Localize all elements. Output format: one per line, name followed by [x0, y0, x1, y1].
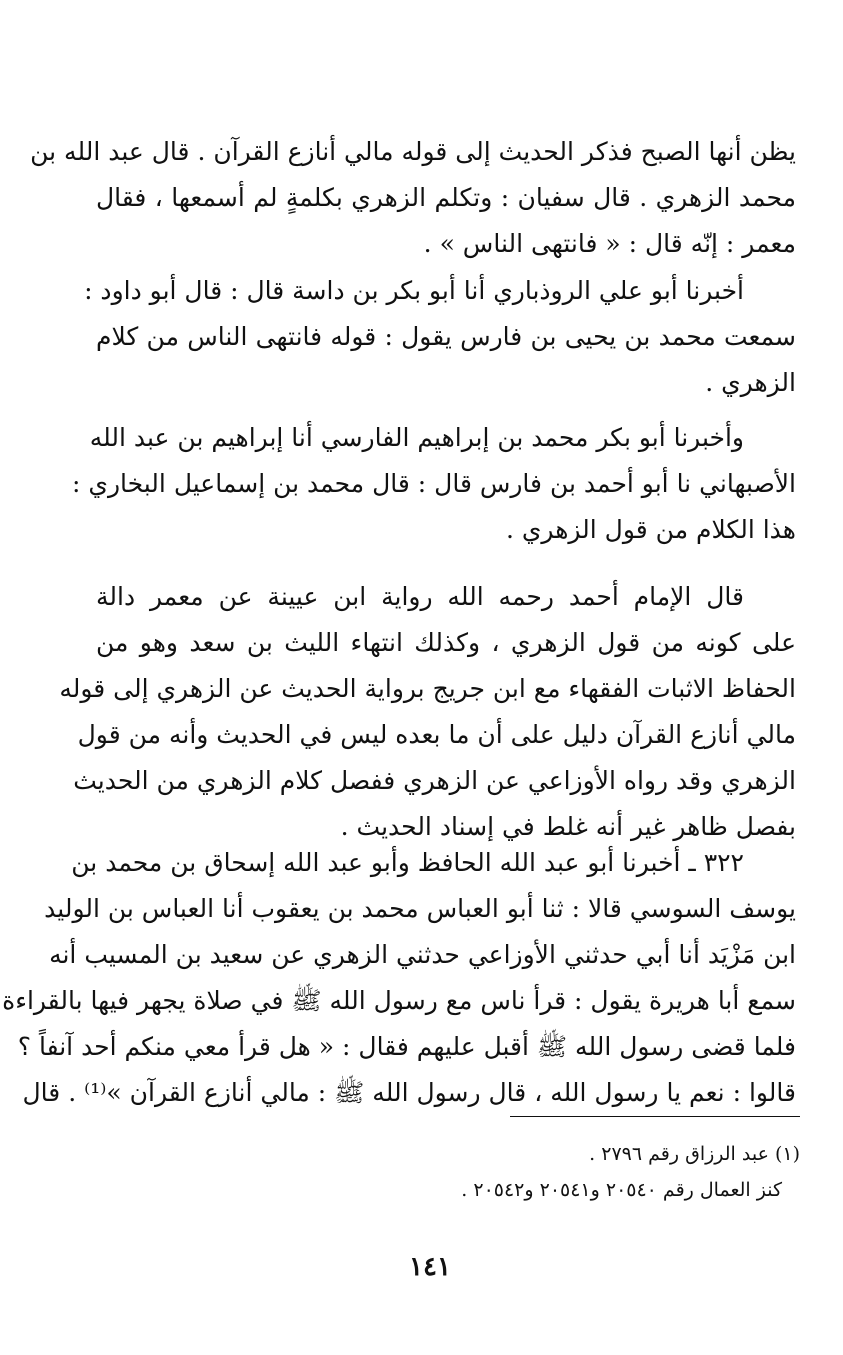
text-line: الزهري وقد رواه الأوزاعي عن الزهري ففصل كلام الزهري من الحديث [73, 766, 796, 795]
text-line: مالي أنازع القرآن دليل على أن ما بعده ليس في الحديث وأنه من قول [77, 720, 796, 749]
footnote-1: (١) عبد الرزاق رقم ٢٧٩٦ . [589, 1143, 800, 1165]
text-line: سمع أبا هريرة يقول : قرأ ناس مع رسول الله ﷺ في صلاة يجهر فيها بالقراءة [2, 986, 796, 1015]
text-line: قال الإمام أحمد رحمه الله رواية ابن عيينة عن معمر دالة [96, 582, 744, 611]
text-line: يوسف السوسي قالا : ثنا أبو العباس محمد بن يعقوب أنا العباس بن الوليد [44, 894, 796, 923]
text-line: سمعت محمد بن يحيى بن فارس يقول : قوله فانتهى الناس من كلام [96, 322, 796, 351]
text-line: قالوا : نعم يا رسول الله ، قال رسول الله ﷺ : مالي أنازع القرآن »⁽¹⁾ . قال [22, 1078, 796, 1107]
text-line: بفصل ظاهر غير أنه غلط في إسناد الحديث . [340, 812, 796, 841]
text-line: على كونه من قول الزهري ، وكذلك انتهاء الليث بن سعد وهو من [96, 628, 796, 657]
text-line: معمر : إنّه قال : « فانتهى الناس » . [423, 229, 796, 258]
text-line: الحفاظ الاثبات الفقهاء مع ابن جريج برواية الحديث عن الزهري إلى قوله [59, 674, 796, 703]
text-line: محمد الزهري . قال سفيان : وتكلم الزهري بكلمةٍ لم أسمعها ، فقال [96, 183, 796, 212]
text-line: وأخبرنا أبو بكر محمد بن إبراهيم الفارسي أنا إبراهيم بن عبد الله [89, 423, 744, 452]
text-line: هذا الكلام من قول الزهري . [505, 515, 796, 544]
paragraph-4 [59, 574, 796, 850]
text-line: الزهري . [705, 368, 796, 397]
paragraph-1 [30, 129, 796, 267]
text-line: أخبرنا أبو علي الروذباري أنا أبو بكر بن داسة قال : قال أبو داود : [84, 276, 744, 305]
paragraph-5 [2, 840, 796, 1116]
text-line: يظن أنها الصبح فذكر الحديث إلى قوله مالي أنازع القرآن . قال عبد الله بن [30, 137, 796, 166]
text-line: ابن مَزْيَد أنا أبي حدثني الأوزاعي حدثني الزهري عن سعيد بن المسيب أنه [49, 940, 796, 969]
footnotes [330, 1136, 800, 1208]
footnote-separator [510, 1116, 800, 1117]
footnote-2: كنز العمال رقم ٢٠٥٤٠ و٢٠٥٤١ و٢٠٥٤٢ . [461, 1179, 782, 1201]
text-line: فلما قضى رسول الله ﷺ أقبل عليهم فقال : « هل قرأ معي منكم أحد آنفاً ؟ [17, 1032, 796, 1061]
text-line: ٣٢٢ ـ أخبرنا أبو عبد الله الحافظ وأبو عبد الله إسحاق بن محمد بن [71, 848, 744, 877]
text-line: الأصبهاني نا أبو أحمد بن فارس قال : قال محمد بن إسماعيل البخاري : [72, 469, 796, 498]
paragraph-3 [72, 415, 796, 553]
paragraph-2 [84, 268, 796, 406]
page-number: ١٤١ [409, 1252, 451, 1282]
